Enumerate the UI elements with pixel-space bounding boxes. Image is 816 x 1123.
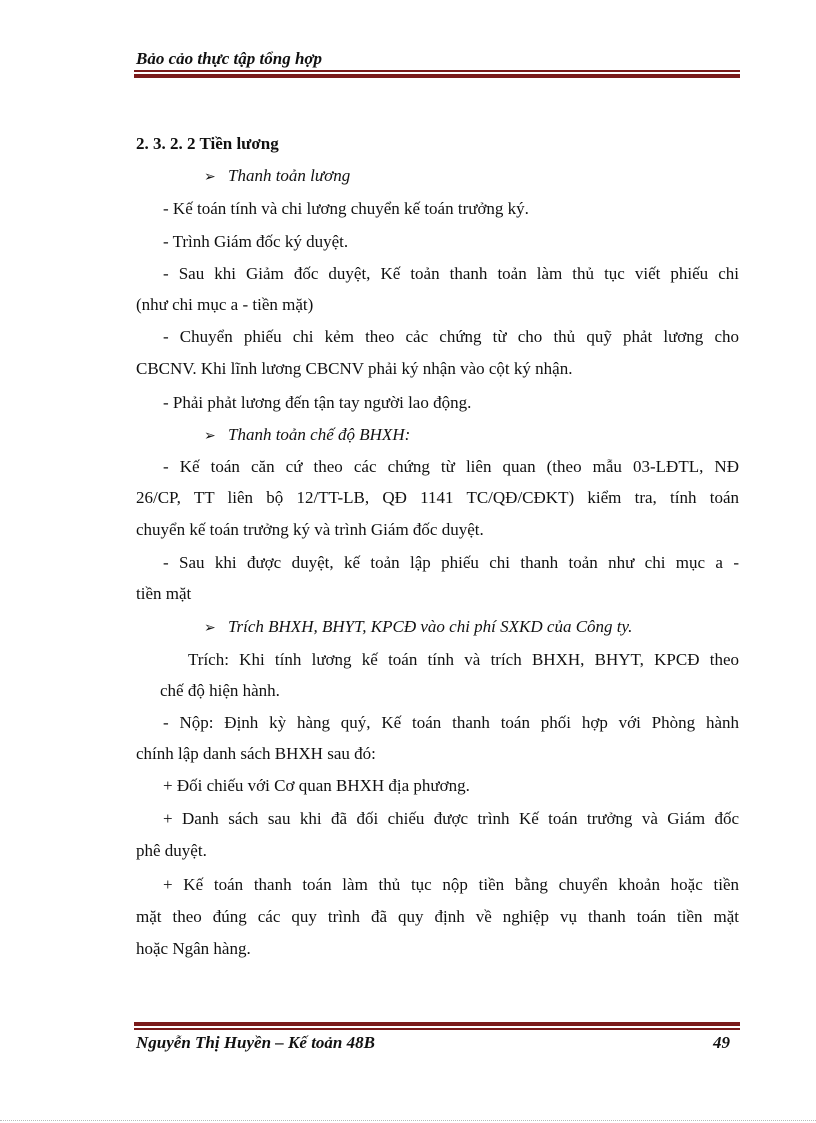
paragraph-line: 26/CP, TT liên bộ 12/TT-LB, QĐ 1141 TC/QĐ/CĐKT) kiểm tra, tính toán bbox=[136, 488, 739, 507]
bullet-text: Trích BHXH, BHYT, KPCĐ vào chi phí SXKD của Công ty. bbox=[228, 617, 633, 636]
bullet-text: Thanh toản lương bbox=[228, 166, 351, 185]
paragraph-line: + Đối chiếu với Cơ quan BHXH địa phương. bbox=[163, 776, 470, 795]
paragraph-line: - Kế toán căn cứ theo các chứng từ liên quan (theo mẫu 03-LĐTL, NĐ bbox=[163, 457, 739, 476]
arrow-bullet-icon: ➢ bbox=[204, 170, 216, 185]
paragraph-line: (như chi mục a - tiền mặt) bbox=[136, 295, 314, 314]
paragraph-line: - Sau khi Giảm đốc duyệt, Kế toản thanh toản làm thủ tục viết phiếu chi bbox=[163, 264, 739, 283]
footer-rule bbox=[134, 1022, 740, 1030]
paragraph-line: + Kế toán thanh toán làm thủ tục nộp tiền bằng chuyển khoản hoặc tiền bbox=[163, 875, 739, 894]
paragraph-line: phê duyệt. bbox=[136, 841, 207, 860]
paragraph-line: - Phải phảt lương đến tận tay người lao động. bbox=[163, 393, 472, 412]
paragraph-line: + Danh sách sau khi đã đối chiếu được trình Kế toán trưởng và Giám đốc bbox=[163, 809, 739, 828]
bullet-item bbox=[204, 611, 632, 645]
paragraph-line: tiền mặt bbox=[136, 584, 192, 603]
section-heading: 2. 3. 2. 2 Tiền lương bbox=[136, 134, 279, 153]
paragraph-line: - Trình Giám đốc ký duyệt. bbox=[163, 232, 349, 251]
arrow-bullet-icon: ➢ bbox=[204, 429, 216, 444]
header-rule bbox=[134, 70, 740, 78]
paragraph-line: chế độ hiện hành. bbox=[160, 681, 280, 700]
paragraph-line: mặt theo đúng các quy trình đã quy định về nghiệp vụ thanh toán tiền mặt bbox=[136, 907, 739, 926]
bullet-item bbox=[204, 419, 410, 453]
footer-author: Nguyễn Thị Huyền – Kế toản 48B bbox=[136, 1033, 375, 1052]
arrow-bullet-icon: ➢ bbox=[204, 621, 216, 636]
paragraph-line: - Sau khi được duyệt, kế toản lập phiếu chi thanh toản như chi mục a - bbox=[163, 553, 739, 572]
page-number: 49 bbox=[713, 1033, 730, 1052]
paragraph-line: hoặc Ngân hàng. bbox=[136, 939, 251, 958]
paragraph-line: chuyển kế toán trưởng ký và trình Giám đốc duyệt. bbox=[136, 520, 484, 539]
page-header-title: Bảo cảo thực tập tổng hợp bbox=[136, 49, 323, 68]
bullet-text: Thanh toản chế độ BHXH: bbox=[228, 425, 411, 444]
paragraph-line: chính lập danh sách BHXH sau đó: bbox=[136, 744, 376, 763]
paragraph-line: - Nộp: Định kỳ hàng quý, Kế toán thanh toán phối hợp với Phòng hành bbox=[163, 713, 739, 732]
paragraph-line: Trích: Khi tính lương kế toán tính và trích BHXH, BHYT, KPCĐ theo bbox=[188, 650, 739, 669]
paragraph-line: CBCNV. Khi lĩnh lương CBCNV phải ký nhận vào cột ký nhận. bbox=[136, 359, 573, 378]
bullet-item bbox=[204, 160, 350, 194]
paragraph-line: - Kế toán tính và chi lương chuyển kế toán trưởng ký. bbox=[163, 199, 529, 218]
page-bottom-dotted-border bbox=[0, 1120, 816, 1121]
paragraph-line: - Chuyển phiếu chi kẻm theo cảc chứng từ cho thủ quỹ phảt lương cho bbox=[163, 327, 739, 346]
